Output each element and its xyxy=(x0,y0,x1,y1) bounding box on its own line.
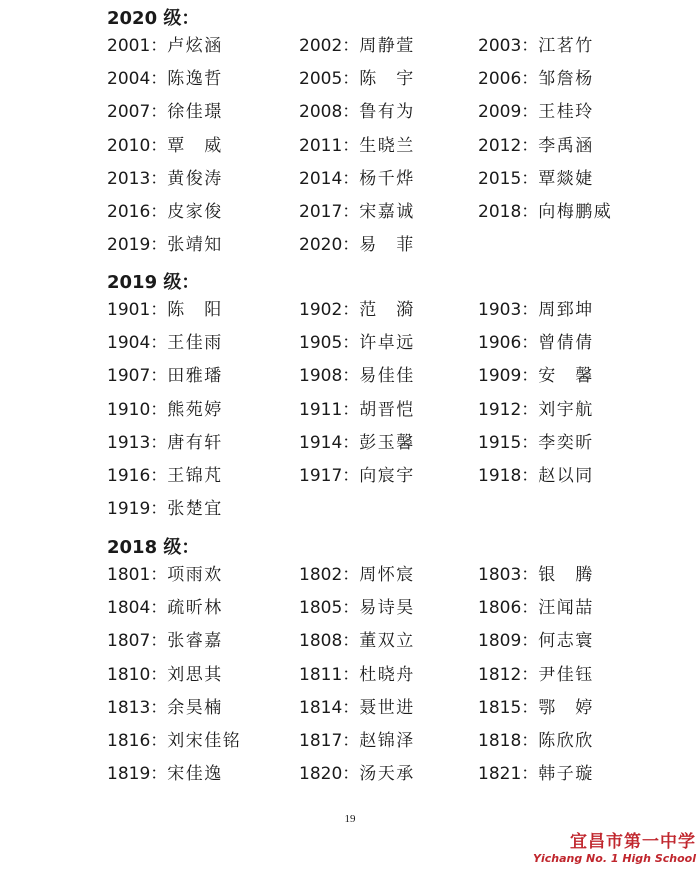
student-name: 李禹涵 xyxy=(538,135,594,156)
student-entry xyxy=(107,233,223,257)
student-name: 黄俊涛 xyxy=(167,168,223,189)
student-name: 韩子璇 xyxy=(538,764,594,785)
student-number: 2012： xyxy=(478,135,539,156)
student-number: 1914： xyxy=(299,432,360,453)
student-entry xyxy=(478,100,594,124)
student-number: 1905： xyxy=(299,333,360,354)
student-number: 2005： xyxy=(299,69,360,90)
student-entry xyxy=(299,67,415,91)
student-entry xyxy=(478,398,594,422)
student-number: 2001： xyxy=(107,36,168,56)
roster-row xyxy=(0,100,700,124)
roster-row xyxy=(0,298,700,322)
student-number: 1812： xyxy=(478,664,539,685)
student-number: 1904： xyxy=(107,333,168,354)
student-name: 王锦芃 xyxy=(167,466,223,486)
student-number: 1910： xyxy=(107,399,168,420)
student-name: 易 菲 xyxy=(359,235,415,256)
student-name: 徐佳璟 xyxy=(167,102,223,123)
student-entry xyxy=(299,696,415,720)
student-name: 刘宋佳铭 xyxy=(167,731,242,751)
student-entry xyxy=(107,629,223,653)
student-entry xyxy=(107,596,223,620)
student-name: 尹佳钰 xyxy=(538,664,594,685)
student-number: 2016： xyxy=(107,202,168,222)
student-entry xyxy=(107,663,223,687)
student-name: 安 馨 xyxy=(538,366,594,387)
student-name: 周郅坤 xyxy=(538,300,594,320)
student-entry xyxy=(299,398,415,422)
student-number: 1804： xyxy=(107,598,168,619)
student-entry xyxy=(107,497,223,521)
student-entry xyxy=(299,729,415,753)
student-number: 1906： xyxy=(478,333,539,354)
student-name: 曾倩倩 xyxy=(538,333,594,354)
student-name: 易诗昊 xyxy=(359,598,415,619)
roster-row xyxy=(0,629,700,653)
student-number: 1919： xyxy=(107,499,168,520)
student-entry xyxy=(299,431,415,455)
student-number: 2013： xyxy=(107,168,168,189)
student-number: 1806： xyxy=(478,598,539,619)
student-number: 1819： xyxy=(107,764,168,785)
roster-row xyxy=(0,34,700,58)
student-number: 2002： xyxy=(299,36,360,56)
student-number: 1908： xyxy=(299,366,360,387)
student-name: 鲁有为 xyxy=(359,102,415,123)
student-number: 1808： xyxy=(299,631,360,652)
student-entry xyxy=(107,729,241,753)
student-number: 2018： xyxy=(478,202,539,222)
student-entry xyxy=(107,200,223,224)
student-name: 鄂 婷 xyxy=(538,697,594,718)
student-number: 2008： xyxy=(299,102,360,123)
student-number: 2017： xyxy=(299,202,360,222)
student-number: 1805： xyxy=(299,598,360,619)
student-number: 2007： xyxy=(107,102,168,123)
student-entry xyxy=(107,331,223,355)
student-name: 胡晋恺 xyxy=(359,399,415,420)
student-entry xyxy=(107,34,223,58)
student-number: 1807： xyxy=(107,631,168,652)
roster-row xyxy=(0,663,700,687)
roster-row xyxy=(0,431,700,455)
roster-row xyxy=(0,596,700,620)
student-number: 1802： xyxy=(299,565,360,585)
student-name: 赵以同 xyxy=(538,466,594,486)
student-number: 2006： xyxy=(478,69,539,90)
student-number: 1801： xyxy=(107,565,168,585)
student-number: 1813： xyxy=(107,697,168,718)
student-number: 2011： xyxy=(299,135,360,156)
section-heading: 2018 级： xyxy=(107,537,200,558)
student-name: 邹詹杨 xyxy=(538,69,594,90)
student-name: 张睿嘉 xyxy=(167,631,223,652)
student-name: 何志寰 xyxy=(538,631,594,652)
student-name: 易佳佳 xyxy=(359,366,415,387)
student-number: 1809： xyxy=(478,631,539,652)
student-entry xyxy=(299,464,415,488)
student-number: 1916： xyxy=(107,466,168,486)
roster-row xyxy=(0,200,700,224)
student-entry xyxy=(478,596,594,620)
school-name-chinese: 宜昌市第一中学 xyxy=(570,832,696,852)
school-logo xyxy=(526,832,696,866)
student-number: 1811： xyxy=(299,664,360,685)
student-number: 1821： xyxy=(478,764,539,785)
student-name: 赵锦泽 xyxy=(359,731,415,751)
student-entry xyxy=(478,762,594,786)
student-name: 银 腾 xyxy=(538,565,594,585)
student-entry xyxy=(107,762,223,786)
student-entry xyxy=(478,364,594,388)
student-number: 1907： xyxy=(107,366,168,387)
student-entry xyxy=(107,364,223,388)
student-entry xyxy=(478,200,612,224)
student-entry xyxy=(478,34,594,58)
student-entry xyxy=(299,200,415,224)
roster-row xyxy=(0,167,700,191)
student-name: 覃 威 xyxy=(167,135,223,156)
student-name: 聂世进 xyxy=(359,697,415,718)
student-number: 1820： xyxy=(299,764,360,785)
student-entry xyxy=(478,629,594,653)
student-entry xyxy=(107,167,223,191)
student-name: 刘宇航 xyxy=(538,399,594,420)
student-name: 宋佳逸 xyxy=(167,764,223,785)
student-number: 1810： xyxy=(107,664,168,685)
student-name: 王佳雨 xyxy=(167,333,223,354)
roster-row xyxy=(0,67,700,91)
student-entry xyxy=(478,134,594,158)
student-name: 杨千烨 xyxy=(359,168,415,189)
student-entry xyxy=(299,331,415,355)
student-name: 唐有轩 xyxy=(167,432,223,453)
roster-row xyxy=(0,398,700,422)
student-entry xyxy=(107,100,223,124)
student-entry xyxy=(107,134,223,158)
student-number: 1901： xyxy=(107,300,168,320)
student-number: 1911： xyxy=(299,399,360,420)
student-name: 覃燚婕 xyxy=(538,168,594,189)
student-number: 1902： xyxy=(299,300,360,320)
student-number: 1816： xyxy=(107,731,168,751)
student-number: 2003： xyxy=(478,36,539,56)
page-number: 19 xyxy=(344,813,356,825)
student-entry xyxy=(299,663,415,687)
student-name: 周静萱 xyxy=(359,36,415,56)
student-number: 1917： xyxy=(299,466,360,486)
student-number: 1915： xyxy=(478,432,539,453)
student-name: 王桂玲 xyxy=(538,102,594,123)
roster-row xyxy=(0,233,700,257)
student-entry xyxy=(478,696,594,720)
student-entry xyxy=(299,563,415,587)
student-entry xyxy=(299,167,415,191)
student-name: 杜晓舟 xyxy=(359,664,415,685)
student-number: 1815： xyxy=(478,697,539,718)
roster-row xyxy=(0,729,700,753)
student-number: 2020： xyxy=(299,235,360,256)
student-number: 2009： xyxy=(478,102,539,123)
student-number: 1918： xyxy=(478,466,539,486)
student-number: 1817： xyxy=(299,731,360,751)
student-entry xyxy=(107,563,223,587)
roster-row xyxy=(0,696,700,720)
student-name: 皮家俊 xyxy=(167,202,223,222)
student-entry xyxy=(107,67,223,91)
student-name: 张靖知 xyxy=(167,235,223,256)
student-name: 生晓兰 xyxy=(359,135,415,156)
roster-row xyxy=(0,364,700,388)
student-number: 2010： xyxy=(107,135,168,156)
student-number: 2014： xyxy=(299,168,360,189)
student-entry xyxy=(478,67,594,91)
student-name: 陈逸哲 xyxy=(167,69,223,90)
student-entry xyxy=(107,464,223,488)
student-entry xyxy=(299,364,415,388)
student-entry xyxy=(299,629,415,653)
student-entry xyxy=(299,233,415,257)
student-number: 1814： xyxy=(299,697,360,718)
student-number: 1912： xyxy=(478,399,539,420)
student-number: 1818： xyxy=(478,731,539,751)
school-name-english: Yichang No. 1 High School xyxy=(533,852,696,865)
student-name: 董双立 xyxy=(359,631,415,652)
student-entry xyxy=(478,298,594,322)
roster-row xyxy=(0,563,700,587)
student-number: 1903： xyxy=(478,300,539,320)
student-entry xyxy=(299,134,415,158)
student-entry xyxy=(478,464,594,488)
student-entry xyxy=(299,596,415,620)
student-name: 向宸宇 xyxy=(359,466,415,486)
student-entry xyxy=(107,398,223,422)
student-entry xyxy=(478,331,594,355)
student-name: 宋嘉诚 xyxy=(359,202,415,222)
student-entry xyxy=(299,298,415,322)
student-name: 陈 宇 xyxy=(359,69,415,90)
student-number: 1909： xyxy=(478,366,539,387)
student-name: 汪闻喆 xyxy=(538,598,594,619)
section-heading: 2019 级： xyxy=(107,272,200,293)
student-number: 1913： xyxy=(107,432,168,453)
student-name: 疏昕林 xyxy=(167,598,223,619)
student-number: 1803： xyxy=(478,565,539,585)
roster-row xyxy=(0,134,700,158)
student-entry xyxy=(478,431,594,455)
student-name: 李奕昕 xyxy=(538,432,594,453)
student-number: 2015： xyxy=(478,168,539,189)
student-name: 汤天承 xyxy=(359,764,415,785)
student-name: 彭玉馨 xyxy=(359,432,415,453)
student-name: 向梅鹏威 xyxy=(538,202,613,222)
student-entry xyxy=(107,431,223,455)
student-entry xyxy=(299,762,415,786)
student-name: 陈欣欣 xyxy=(538,731,594,751)
student-name: 余昊楠 xyxy=(167,697,223,718)
student-entry xyxy=(107,298,223,322)
student-entry xyxy=(478,663,594,687)
student-name: 熊苑婷 xyxy=(167,399,223,420)
student-name: 张楚宜 xyxy=(167,499,223,520)
student-entry xyxy=(107,696,223,720)
student-name: 陈 阳 xyxy=(167,300,223,320)
student-entry xyxy=(299,34,415,58)
student-name: 田雅璠 xyxy=(167,366,223,387)
student-entry xyxy=(299,100,415,124)
student-number: 2004： xyxy=(107,69,168,90)
roster-row xyxy=(0,331,700,355)
student-number: 2019： xyxy=(107,235,168,256)
student-name: 卢炫涵 xyxy=(167,36,223,56)
roster-row xyxy=(0,497,700,521)
student-name: 周怀宸 xyxy=(359,565,415,585)
student-entry xyxy=(478,563,594,587)
student-name: 范 漪 xyxy=(359,300,415,320)
student-name: 项雨欢 xyxy=(167,565,223,585)
student-entry xyxy=(478,167,594,191)
student-name: 刘思其 xyxy=(167,664,223,685)
section-heading: 2020 级： xyxy=(107,8,200,29)
student-name: 江茗竹 xyxy=(538,36,594,56)
roster-row xyxy=(0,464,700,488)
student-entry xyxy=(478,729,594,753)
roster-row xyxy=(0,762,700,786)
student-name: 许卓远 xyxy=(359,333,415,354)
